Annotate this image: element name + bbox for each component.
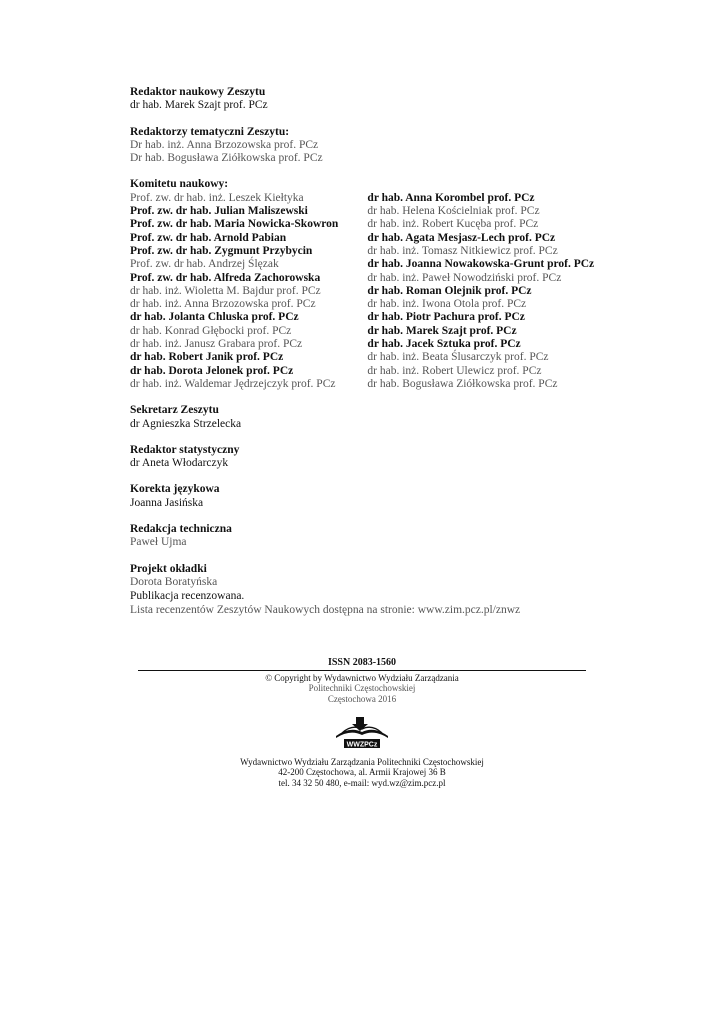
committee-member: Prof. zw. dr hab. inż. Leszek Kiełtyka [130, 191, 304, 204]
thematic-editor: Dr hab. Bogusława Ziółkowska prof. PCz [130, 152, 323, 165]
committee-member: dr hab. Roman Olejnik prof. PCz [367, 284, 532, 297]
committee-member: dr hab. inż. Beata Ślusarczyk prof. PCz [367, 351, 549, 364]
committee-member: dr hab. Piotr Pachura prof. PCz [367, 311, 525, 324]
committee-member: dr hab. Robert Janik prof. PCz [130, 351, 284, 364]
technical-heading: Redakcja techniczna [130, 523, 232, 536]
committee-member: Prof. zw. dr hab. Arnold Pabian [130, 231, 287, 244]
statistical-heading: Redaktor statystyczny [130, 443, 240, 456]
credits-page [130, 86, 600, 617]
proofreading-section [130, 483, 600, 510]
publication-note [130, 590, 600, 617]
committee-member: Prof. zw. dr hab. Andrzej Ślęzak [130, 258, 279, 271]
secretary-heading: Sekretarz Zeszytu [130, 404, 219, 417]
reviewed-note: Publikacja recenzowana. [130, 590, 245, 603]
statistical-editor-section [130, 444, 600, 471]
proofreading-heading: Korekta językowa [130, 483, 220, 496]
cover-design-section [130, 563, 600, 590]
committee-member: dr hab. Joanna Nowakowska-Grunt prof. PCz [367, 258, 595, 271]
reviewers-note: Lista recenzentów Zeszytów Naukowych dostępna na stronie: www.zim.pcz.pl/znwz [130, 603, 521, 616]
committee-member: dr hab. Jacek Sztuka prof. PCz [367, 338, 521, 351]
imprint-footer [138, 658, 586, 788]
proofreading-name: Joanna Jasińska [130, 496, 204, 509]
committee-member: dr hab. inż. Iwona Otola prof. PCz [367, 298, 527, 311]
publisher-line: 42-200 Częstochowa, al. Armii Krajowej 36 B [278, 767, 446, 777]
committee-member: dr hab. Marek Szajt prof. PCz [367, 324, 517, 337]
committee-member: dr hab. inż. Robert Kucęba prof. PCz [367, 218, 539, 231]
committee-member: dr hab. inż. Robert Ulewicz prof. PCz [367, 364, 542, 377]
committee-member: Prof. zw. dr hab. Zygmunt Przybycin [130, 244, 313, 257]
committee-heading: Komitetu naukowy: [130, 178, 229, 191]
committee-member: dr hab. inż. Waldemar Jędrzejczyk prof. PCz [130, 377, 336, 390]
cover-name: Dorota Boratyńska [130, 575, 218, 588]
committee-member: dr hab. Anna Korombel prof. PCz [367, 191, 535, 204]
committee-section [130, 178, 600, 391]
editor-name: dr hab. Marek Szajt prof. PCz [130, 99, 268, 112]
committee-member: dr hab. Jolanta Chluska prof. PCz [130, 311, 299, 324]
committee-member: dr hab. inż. Janusz Grabara prof. PCz [130, 338, 303, 351]
committee-member: Prof. zw. dr hab. Alfreda Zachorowska [130, 271, 321, 284]
copyright-line: Częstochowa 2016 [327, 693, 397, 704]
statistical-name: dr Aneta Włodarczyk [130, 457, 229, 470]
copyright-line: Politechniki Częstochowskiej [308, 683, 416, 693]
committee-member: dr hab. Konrad Głębocki prof. PCz [130, 324, 292, 337]
thematic-editors-section [130, 126, 600, 166]
editor-section [130, 86, 600, 113]
cover-heading: Projekt okładki [130, 562, 207, 575]
secretary-section [130, 404, 600, 431]
technical-editing-section [130, 523, 600, 550]
committee-member: dr hab. inż. Paweł Nowodziński prof. PCz [367, 271, 562, 284]
issn: ISSN 2083-1560 [138, 658, 586, 671]
committee-member: dr hab. inż. Tomasz Nitkiewicz prof. PCz [367, 244, 558, 257]
editor-heading: Redaktor naukowy Zeszytu [130, 86, 266, 98]
committee-member: dr hab. Agata Mesjasz-Lech prof. PCz [367, 231, 556, 244]
committee-member: dr hab. Dorota Jelonek prof. PCz [130, 364, 294, 377]
committee-member: Prof. zw. dr hab. Julian Maliszewski [130, 205, 308, 218]
committee-member: dr hab. inż. Wioletta M. Bajdur prof. PCz [130, 284, 321, 297]
committee-left-column [130, 178, 367, 391]
committee-member: Prof. zw. dr hab. Maria Nowicka-Skowron [130, 218, 339, 231]
logo-text: WWZPCz [346, 741, 378, 749]
publisher-line: tel. 34 32 50 480, e-mail: wyd.wz@zim.pcz.pl [278, 777, 446, 788]
technical-name: Paweł Ujma [130, 536, 187, 549]
committee-member: dr hab. Helena Kościelniak prof. PCz [367, 205, 540, 218]
thematic-editor: Dr hab. inż. Anna Brzozowska prof. PCz [130, 138, 319, 151]
committee-member: dr hab. Bogusława Ziółkowska prof. PCz [367, 377, 558, 390]
publisher-logo-icon [332, 714, 392, 750]
secretary-name: dr Agnieszka Strzelecka [130, 417, 242, 430]
copyright-line: © Copyright by Wydawnictwo Wydziału Zarządzania [265, 672, 459, 683]
committee-right-column [367, 192, 600, 391]
committee-member: dr hab. inż. Anna Brzozowska prof. PCz [130, 298, 316, 311]
thematic-heading: Redaktorzy tematyczni Zeszytu: [130, 125, 290, 138]
publisher-line: Wydawnictwo Wydziału Zarządzania Politechniki Częstochowskiej [240, 756, 484, 767]
